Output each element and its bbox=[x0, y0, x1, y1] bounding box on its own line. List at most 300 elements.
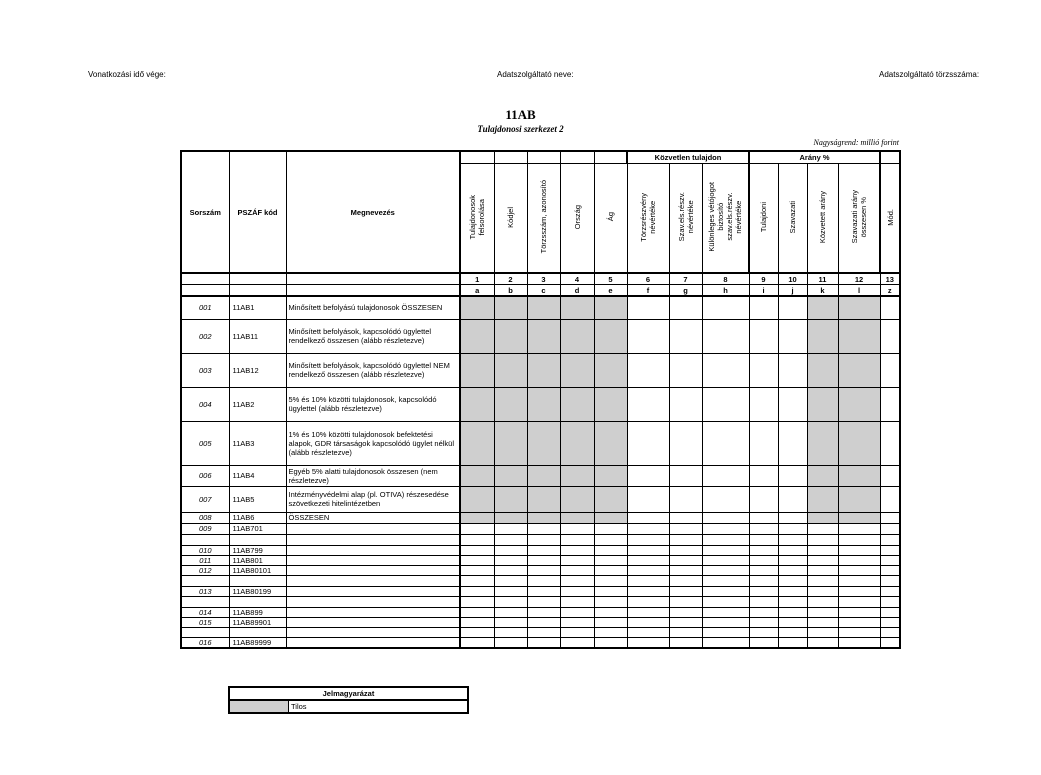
data-cell[interactable] bbox=[527, 607, 560, 617]
data-cell[interactable] bbox=[838, 512, 880, 523]
data-cell[interactable] bbox=[880, 465, 900, 486]
data-cell[interactable] bbox=[807, 555, 838, 565]
data-cell[interactable] bbox=[560, 617, 594, 627]
data-cell[interactable] bbox=[702, 465, 749, 486]
data-cell[interactable] bbox=[880, 296, 900, 319]
data-cell[interactable] bbox=[778, 627, 807, 637]
data-cell[interactable] bbox=[494, 465, 527, 486]
data-cell[interactable] bbox=[594, 607, 627, 617]
data-cell[interactable] bbox=[880, 319, 900, 353]
data-cell[interactable] bbox=[838, 387, 880, 421]
data-cell[interactable] bbox=[807, 353, 838, 387]
data-cell[interactable] bbox=[880, 512, 900, 523]
data-cell[interactable] bbox=[807, 596, 838, 607]
data-cell[interactable] bbox=[807, 319, 838, 353]
data-cell[interactable] bbox=[494, 486, 527, 512]
data-cell[interactable] bbox=[702, 319, 749, 353]
data-cell[interactable] bbox=[669, 512, 702, 523]
data-cell[interactable] bbox=[560, 555, 594, 565]
data-cell[interactable] bbox=[778, 523, 807, 534]
data-cell[interactable] bbox=[560, 421, 594, 465]
data-cell[interactable] bbox=[527, 534, 560, 545]
data-cell[interactable] bbox=[838, 523, 880, 534]
data-cell[interactable] bbox=[494, 586, 527, 596]
data-cell[interactable] bbox=[494, 565, 527, 575]
legend-swatch bbox=[229, 700, 289, 713]
data-cell[interactable] bbox=[494, 353, 527, 387]
data-cell[interactable] bbox=[527, 319, 560, 353]
data-cell[interactable] bbox=[527, 421, 560, 465]
data-cell[interactable] bbox=[807, 637, 838, 648]
data-cell[interactable] bbox=[594, 534, 627, 545]
data-cell[interactable] bbox=[560, 523, 594, 534]
data-cell[interactable] bbox=[749, 421, 778, 465]
data-cell[interactable] bbox=[702, 617, 749, 627]
data-cell[interactable] bbox=[702, 421, 749, 465]
data-cell[interactable] bbox=[627, 296, 669, 319]
data-cell[interactable] bbox=[494, 545, 527, 555]
data-cell[interactable] bbox=[807, 387, 838, 421]
data-cell[interactable] bbox=[749, 512, 778, 523]
row-pszaf-code: 11AB12 bbox=[229, 353, 286, 387]
data-cell[interactable] bbox=[702, 296, 749, 319]
data-cell[interactable] bbox=[749, 545, 778, 555]
data-cell[interactable] bbox=[460, 545, 494, 555]
data-cell[interactable] bbox=[594, 637, 627, 648]
data-cell[interactable] bbox=[669, 319, 702, 353]
data-cell[interactable] bbox=[494, 555, 527, 565]
data-cell[interactable] bbox=[702, 512, 749, 523]
data-cell[interactable] bbox=[838, 575, 880, 586]
data-cell[interactable] bbox=[880, 627, 900, 637]
data-cell[interactable] bbox=[594, 586, 627, 596]
data-cell[interactable] bbox=[880, 486, 900, 512]
data-cell[interactable] bbox=[494, 319, 527, 353]
data-cell[interactable] bbox=[560, 387, 594, 421]
provider-name-label: Adatszolgáltató neve: bbox=[497, 70, 574, 79]
data-cell[interactable] bbox=[807, 296, 838, 319]
data-cell[interactable] bbox=[527, 596, 560, 607]
data-cell[interactable] bbox=[838, 296, 880, 319]
data-cell[interactable] bbox=[560, 586, 594, 596]
data-cell[interactable] bbox=[460, 575, 494, 586]
data-cell[interactable] bbox=[807, 627, 838, 637]
data-cell[interactable] bbox=[778, 607, 807, 617]
data-cell[interactable] bbox=[778, 596, 807, 607]
data-cell[interactable] bbox=[627, 565, 669, 575]
column-number-2: 2 bbox=[494, 273, 527, 285]
row-serial bbox=[181, 575, 229, 586]
row-serial: 011 bbox=[181, 555, 229, 565]
data-cell[interactable] bbox=[669, 523, 702, 534]
data-cell[interactable] bbox=[494, 607, 527, 617]
data-cell[interactable] bbox=[880, 637, 900, 648]
data-cell[interactable] bbox=[460, 486, 494, 512]
data-cell[interactable] bbox=[560, 607, 594, 617]
data-cell[interactable] bbox=[749, 565, 778, 575]
data-cell[interactable] bbox=[669, 534, 702, 545]
header-spacer bbox=[181, 273, 229, 285]
data-cell[interactable] bbox=[627, 486, 669, 512]
data-cell[interactable] bbox=[627, 387, 669, 421]
data-cell[interactable] bbox=[669, 637, 702, 648]
row-name: Minősített befolyások, kapcsolódó ügylettel NEM rendelkező összesen (alább részletezve) bbox=[286, 353, 460, 387]
data-cell[interactable] bbox=[494, 617, 527, 627]
row-name: ÖSSZESEN bbox=[286, 512, 460, 523]
data-cell[interactable] bbox=[460, 387, 494, 421]
data-cell[interactable] bbox=[702, 555, 749, 565]
data-cell[interactable] bbox=[778, 296, 807, 319]
row-serial: 012 bbox=[181, 565, 229, 575]
data-cell[interactable] bbox=[778, 575, 807, 586]
data-cell[interactable] bbox=[702, 486, 749, 512]
row-pszaf-code: 11AB4 bbox=[229, 465, 286, 486]
form-title: 11AB bbox=[505, 107, 536, 122]
data-cell[interactable] bbox=[527, 353, 560, 387]
data-cell[interactable] bbox=[627, 607, 669, 617]
data-cell[interactable] bbox=[560, 486, 594, 512]
data-cell[interactable] bbox=[880, 545, 900, 555]
data-cell[interactable] bbox=[460, 296, 494, 319]
data-cell[interactable] bbox=[778, 565, 807, 575]
data-cell[interactable] bbox=[627, 523, 669, 534]
data-cell[interactable] bbox=[838, 545, 880, 555]
data-cell[interactable] bbox=[594, 486, 627, 512]
data-cell[interactable] bbox=[669, 627, 702, 637]
group-header-empty bbox=[594, 151, 627, 164]
data-cell[interactable] bbox=[778, 353, 807, 387]
data-cell[interactable] bbox=[880, 607, 900, 617]
data-cell[interactable] bbox=[807, 534, 838, 545]
data-cell[interactable] bbox=[594, 465, 627, 486]
data-cell[interactable] bbox=[807, 575, 838, 586]
data-cell[interactable] bbox=[527, 555, 560, 565]
data-cell[interactable] bbox=[749, 607, 778, 617]
data-cell[interactable] bbox=[749, 596, 778, 607]
data-cell[interactable] bbox=[594, 353, 627, 387]
data-cell[interactable] bbox=[460, 512, 494, 523]
data-cell[interactable] bbox=[594, 296, 627, 319]
data-cell[interactable] bbox=[460, 555, 494, 565]
data-cell[interactable] bbox=[749, 387, 778, 421]
data-cell[interactable] bbox=[669, 596, 702, 607]
data-cell[interactable] bbox=[749, 319, 778, 353]
data-cell[interactable] bbox=[627, 534, 669, 545]
data-cell[interactable] bbox=[807, 486, 838, 512]
column-header-2 bbox=[494, 164, 527, 274]
row-name bbox=[286, 617, 460, 627]
column-number-11: 11 bbox=[807, 273, 838, 285]
row-serial: 005 bbox=[181, 421, 229, 465]
data-cell[interactable] bbox=[778, 486, 807, 512]
data-cell[interactable] bbox=[702, 607, 749, 617]
data-cell[interactable] bbox=[594, 421, 627, 465]
data-cell[interactable] bbox=[669, 555, 702, 565]
data-cell[interactable] bbox=[460, 617, 494, 627]
data-cell[interactable] bbox=[527, 586, 560, 596]
column-label-11: Közvetett arány bbox=[818, 190, 827, 244]
data-cell[interactable] bbox=[702, 387, 749, 421]
data-cell[interactable] bbox=[838, 421, 880, 465]
data-cell[interactable] bbox=[702, 637, 749, 648]
data-cell[interactable] bbox=[838, 486, 880, 512]
data-cell[interactable] bbox=[778, 534, 807, 545]
row-serial: 001 bbox=[181, 296, 229, 319]
data-cell[interactable] bbox=[560, 596, 594, 607]
column-number-4: 4 bbox=[560, 273, 594, 285]
data-cell[interactable] bbox=[838, 319, 880, 353]
data-cell[interactable] bbox=[627, 545, 669, 555]
data-cell[interactable] bbox=[527, 486, 560, 512]
data-cell[interactable] bbox=[807, 586, 838, 596]
data-cell[interactable] bbox=[669, 465, 702, 486]
data-cell[interactable] bbox=[838, 565, 880, 575]
data-cell[interactable] bbox=[594, 545, 627, 555]
data-cell[interactable] bbox=[594, 596, 627, 607]
data-cell[interactable] bbox=[594, 555, 627, 565]
data-cell[interactable] bbox=[880, 565, 900, 575]
data-cell[interactable] bbox=[560, 512, 594, 523]
data-cell[interactable] bbox=[560, 545, 594, 555]
data-cell[interactable] bbox=[838, 555, 880, 565]
data-cell[interactable] bbox=[669, 353, 702, 387]
data-cell[interactable] bbox=[880, 353, 900, 387]
data-cell[interactable] bbox=[749, 617, 778, 627]
data-cell[interactable] bbox=[807, 523, 838, 534]
data-cell[interactable] bbox=[669, 545, 702, 555]
data-cell[interactable] bbox=[838, 586, 880, 596]
data-cell[interactable] bbox=[527, 637, 560, 648]
data-cell[interactable] bbox=[880, 387, 900, 421]
data-cell[interactable] bbox=[669, 296, 702, 319]
data-cell[interactable] bbox=[778, 617, 807, 627]
data-cell[interactable] bbox=[778, 465, 807, 486]
data-cell[interactable] bbox=[778, 545, 807, 555]
data-cell[interactable] bbox=[594, 575, 627, 586]
data-cell[interactable] bbox=[880, 421, 900, 465]
data-cell[interactable] bbox=[494, 523, 527, 534]
table-row bbox=[181, 319, 900, 353]
data-cell[interactable] bbox=[702, 565, 749, 575]
data-cell[interactable] bbox=[494, 596, 527, 607]
data-cell[interactable] bbox=[880, 596, 900, 607]
data-cell[interactable] bbox=[594, 565, 627, 575]
data-cell[interactable] bbox=[749, 353, 778, 387]
column-header-13 bbox=[880, 164, 900, 274]
data-cell[interactable] bbox=[460, 421, 494, 465]
data-cell[interactable] bbox=[460, 523, 494, 534]
data-cell[interactable] bbox=[627, 512, 669, 523]
row-name bbox=[286, 575, 460, 586]
data-cell[interactable] bbox=[527, 296, 560, 319]
data-cell[interactable] bbox=[749, 637, 778, 648]
column-header-4 bbox=[560, 164, 594, 274]
data-cell[interactable] bbox=[627, 627, 669, 637]
data-cell[interactable] bbox=[460, 627, 494, 637]
data-cell[interactable] bbox=[807, 465, 838, 486]
data-cell[interactable] bbox=[460, 607, 494, 617]
data-cell[interactable] bbox=[594, 387, 627, 421]
data-cell[interactable] bbox=[560, 637, 594, 648]
data-cell[interactable] bbox=[807, 512, 838, 523]
data-cell[interactable] bbox=[527, 387, 560, 421]
data-cell[interactable] bbox=[460, 319, 494, 353]
data-cell[interactable] bbox=[560, 534, 594, 545]
data-cell[interactable] bbox=[749, 575, 778, 586]
data-cell[interactable] bbox=[778, 387, 807, 421]
data-cell[interactable] bbox=[880, 586, 900, 596]
column-header-9 bbox=[749, 164, 778, 274]
table-row bbox=[181, 421, 900, 465]
data-cell[interactable] bbox=[627, 575, 669, 586]
data-cell[interactable] bbox=[807, 545, 838, 555]
data-cell[interactable] bbox=[669, 575, 702, 586]
row-name: 1% és 10% közötti tulajdonosok befektetési alapok, GDR társaságok kapcsolódó ügylet nélkül (alább részletezve) bbox=[286, 421, 460, 465]
data-cell[interactable] bbox=[560, 575, 594, 586]
data-cell[interactable] bbox=[702, 627, 749, 637]
legend-item-label: Tilos bbox=[289, 700, 469, 713]
data-cell[interactable] bbox=[778, 319, 807, 353]
column-header-1 bbox=[460, 164, 494, 274]
data-cell[interactable] bbox=[669, 607, 702, 617]
data-cell[interactable] bbox=[702, 596, 749, 607]
data-cell[interactable] bbox=[560, 565, 594, 575]
data-cell[interactable] bbox=[838, 617, 880, 627]
data-cell[interactable] bbox=[560, 353, 594, 387]
data-cell[interactable] bbox=[494, 387, 527, 421]
data-cell[interactable] bbox=[560, 627, 594, 637]
data-cell[interactable] bbox=[627, 617, 669, 627]
data-cell[interactable] bbox=[627, 596, 669, 607]
data-cell[interactable] bbox=[669, 617, 702, 627]
data-cell[interactable] bbox=[838, 627, 880, 637]
data-cell[interactable] bbox=[749, 555, 778, 565]
data-cell[interactable] bbox=[838, 637, 880, 648]
data-cell[interactable] bbox=[838, 534, 880, 545]
data-cell[interactable] bbox=[560, 296, 594, 319]
data-cell[interactable] bbox=[749, 486, 778, 512]
data-cell[interactable] bbox=[527, 523, 560, 534]
data-cell[interactable] bbox=[460, 534, 494, 545]
data-cell[interactable] bbox=[702, 586, 749, 596]
data-cell[interactable] bbox=[880, 534, 900, 545]
data-cell[interactable] bbox=[560, 465, 594, 486]
data-cell[interactable] bbox=[594, 627, 627, 637]
data-cell[interactable] bbox=[702, 534, 749, 545]
data-cell[interactable] bbox=[749, 534, 778, 545]
data-cell[interactable] bbox=[494, 575, 527, 586]
data-cell[interactable] bbox=[838, 465, 880, 486]
data-cell[interactable] bbox=[749, 296, 778, 319]
row-serial bbox=[181, 596, 229, 607]
data-cell[interactable] bbox=[594, 512, 627, 523]
data-cell[interactable] bbox=[749, 586, 778, 596]
data-cell[interactable] bbox=[494, 534, 527, 545]
data-cell[interactable] bbox=[494, 296, 527, 319]
data-cell[interactable] bbox=[749, 523, 778, 534]
data-cell[interactable] bbox=[749, 627, 778, 637]
data-cell[interactable] bbox=[778, 637, 807, 648]
column-letter-11: k bbox=[807, 285, 838, 297]
data-cell[interactable] bbox=[627, 353, 669, 387]
table-row bbox=[181, 465, 900, 486]
data-cell[interactable] bbox=[880, 555, 900, 565]
data-cell[interactable] bbox=[807, 565, 838, 575]
data-cell[interactable] bbox=[669, 486, 702, 512]
data-cell[interactable] bbox=[460, 596, 494, 607]
data-cell[interactable] bbox=[527, 565, 560, 575]
data-cell[interactable] bbox=[807, 421, 838, 465]
data-cell[interactable] bbox=[527, 575, 560, 586]
data-cell[interactable] bbox=[527, 545, 560, 555]
data-cell[interactable] bbox=[527, 627, 560, 637]
data-cell[interactable] bbox=[702, 523, 749, 534]
data-cell[interactable] bbox=[838, 596, 880, 607]
data-cell[interactable] bbox=[627, 586, 669, 596]
data-cell[interactable] bbox=[594, 319, 627, 353]
data-cell[interactable] bbox=[460, 465, 494, 486]
data-cell[interactable] bbox=[527, 465, 560, 486]
data-cell[interactable] bbox=[778, 586, 807, 596]
row-name bbox=[286, 534, 460, 545]
table-row bbox=[181, 512, 900, 523]
data-cell[interactable] bbox=[669, 565, 702, 575]
row-name: 5% és 10% közötti tulajdonosok, kapcsolódó ügylettel (alább részletezve) bbox=[286, 387, 460, 421]
data-cell[interactable] bbox=[749, 465, 778, 486]
data-cell[interactable] bbox=[460, 637, 494, 648]
column-label-12: Szavazati arány összesen % bbox=[849, 190, 868, 244]
data-cell[interactable] bbox=[494, 421, 527, 465]
data-cell[interactable] bbox=[494, 627, 527, 637]
data-cell[interactable] bbox=[560, 319, 594, 353]
data-cell[interactable] bbox=[460, 586, 494, 596]
data-cell[interactable] bbox=[669, 387, 702, 421]
row-name bbox=[286, 586, 460, 596]
data-cell[interactable] bbox=[594, 523, 627, 534]
data-cell[interactable] bbox=[702, 353, 749, 387]
data-cell[interactable] bbox=[627, 421, 669, 465]
data-cell[interactable] bbox=[460, 353, 494, 387]
column-header-3 bbox=[527, 164, 560, 274]
data-cell[interactable] bbox=[669, 421, 702, 465]
data-cell[interactable] bbox=[880, 617, 900, 627]
data-cell[interactable] bbox=[627, 465, 669, 486]
data-cell[interactable] bbox=[838, 607, 880, 617]
data-cell[interactable] bbox=[527, 617, 560, 627]
data-cell[interactable] bbox=[627, 319, 669, 353]
data-cell[interactable] bbox=[494, 637, 527, 648]
data-cell[interactable] bbox=[880, 575, 900, 586]
data-cell[interactable] bbox=[627, 637, 669, 648]
data-cell[interactable] bbox=[594, 617, 627, 627]
data-cell[interactable] bbox=[702, 545, 749, 555]
data-cell[interactable] bbox=[460, 565, 494, 575]
data-cell[interactable] bbox=[527, 512, 560, 523]
data-cell[interactable] bbox=[880, 523, 900, 534]
data-cell[interactable] bbox=[778, 555, 807, 565]
data-cell[interactable] bbox=[627, 555, 669, 565]
data-cell[interactable] bbox=[807, 617, 838, 627]
data-cell[interactable] bbox=[702, 575, 749, 586]
data-cell[interactable] bbox=[807, 607, 838, 617]
column-label-9: Tulajdoni bbox=[759, 201, 769, 233]
data-cell[interactable] bbox=[778, 421, 807, 465]
row-serial bbox=[181, 534, 229, 545]
data-cell[interactable] bbox=[838, 353, 880, 387]
data-cell[interactable] bbox=[778, 512, 807, 523]
data-cell[interactable] bbox=[494, 512, 527, 523]
data-cell[interactable] bbox=[669, 586, 702, 596]
